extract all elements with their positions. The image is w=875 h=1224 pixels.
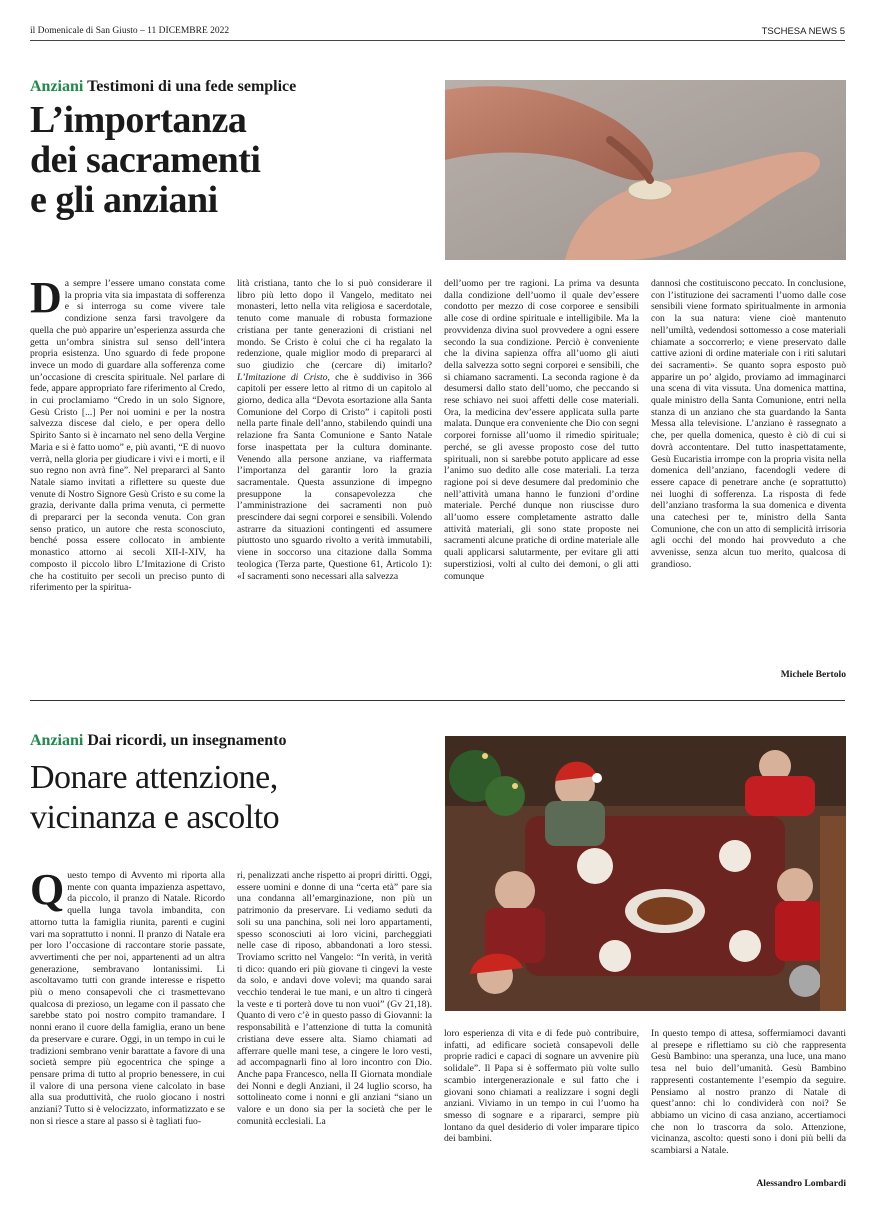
section-label: Anziani bbox=[30, 732, 84, 749]
kicker-text: Testimoni di una fede semplice bbox=[87, 78, 297, 95]
column-body bbox=[651, 1028, 846, 1176]
dropcap: D bbox=[30, 278, 62, 322]
article-sacramenti bbox=[30, 78, 846, 688]
kicker-text: Dai ricordi, un insegnamento bbox=[87, 732, 287, 749]
title-line: Donare attenzione, bbox=[30, 759, 278, 796]
hands-with-host-photo bbox=[445, 80, 846, 260]
article-donare-attenzione bbox=[30, 732, 846, 1202]
column-text: lità cristiana, tanto che lo si può considerare il libro più letto dopo il Vangelo, meditato nei monasteri, letto nella vita religiosa e sacerdotale, tenuto come manuale di robusta formazione cristiana per tante generazioni di cristiani nel mondo. Se Cristo è colui che ci ha regalato la redenzione, quale miglior modo di prepararci al suo giudizio che (cercare di) imitarlo? bbox=[237, 278, 432, 371]
column-text: dell’uomo per tre ragioni. La prima va desunta dalla condizione dell’uomo il quale dev’essere condotto per mezzo di cose corporee e sensibili alle cose di ordine spirituale e intelligibile. Ma la provvidenza divina suol provvedere a ogni essere secondo la sua condizione. Perciò è conveniente che la divina sapienza offra all’uomo gli aiuti della salvezza sotto segni corporei e sensibili, che si chiamano sacramenti. La seconda ragione è da desumersi dallo stato dell’uomo, che peccando si rese schiavo nei suoi affetti delle cose materiali. Ora, la medicina dev’essere applicata sulla parte malata. Dunque era conveniente che Dio con segni corporei fornisse all’uomo il rimedio spirituale; perché, se gli avesse proposto cose del tutto spirituali, non si sarebbe potuto applicare ad esse l’animo suo dedito alle cose materiali. La terza ragione poi si deve desumere dal predominio che nell’attività umana hanno le funzioni d’ordine materiale. Perché dunque non riuscisse duro all’uomo essere completamente astratto dalle attività materiali, gli sono state proposte nei sacramenti alcune pratiche di ordine materiale alle quali applicarsi salutarmente, per evitare gli atti superstiziosi, volti al culto dei demoni, o gli atti comunque bbox=[444, 278, 639, 582]
author-name: Alessandro Lombardi bbox=[756, 1178, 846, 1189]
dropcap: Q bbox=[30, 870, 65, 914]
column-text: dannosi che costituiscono peccato. In conclusione, con l’istituzione dei sacramenti l’uomo dalle cose sensibili viene formato spiritualmente in armonia con la sua natura: viene cioè mantenuto nell’umiltà, vedendosi sottomesso a cose materiali chiamate a soccorrerlo; e viene preservato dalle cattive azioni di ordine materiale con i riti salutari dei sacramenti». Se quanto sopra esposto può apparire un po’ algido, proviamo ad immaginarci una scena di vita vissuta. Una domenica mattina, quale ministro della Santa Comunione, entri nella stanza di un anziano che sta guardando la Santa Messa alla televisione. L’anziano è rassegnato a che, per quella domenica, questo è ciò di cui si dovrà accontentare. Del tutto inaspettatamente, Gesù Eucaristia irrompe con la propria visita nella domenica dell’anziano, facendogli vedere di essere capace di penetrare anche (e soprattutto) nei luoghi di sofferenza. La risposta di fede dell’anziano trasforma la sua domenica e diventa una catechesi per te, ministro della Santa Comunione, che con un atto di semplicità irrisoria agli occhi del mondo hai provveduto a che avvenisse, senza alcun tuo merito, qualcosa di grandioso. bbox=[651, 278, 846, 570]
title-line: vicinanza e ascolto bbox=[30, 799, 280, 836]
column-text: In questo tempo di attesa, soffermiamoci davanti al presepe e riflettiamo su ciò che rappresenta Gesù Bambino: una speranza, una luce, una mano tesa nel buio dell’umanità. Gesù Bambino rappresenti costantemente l’esempio da seguire. Pensiamo al nostro pranzo di Natale di quest’anno: chi lo condividerà con noi? Se abbiamo un vicino di casa anziano, accertiamoci che non lo trascorra da solo. Attenzione, vicinanza, ascolto: questi sono i doni più belli da scambiarsi a Natale. bbox=[651, 1028, 846, 1157]
article-body bbox=[30, 278, 846, 688]
column-text: uesto tempo di Avvento mi riporta alla mente con quanta impazienza aspettavo, da piccolo, il pranzo di Natale. Ricordo quella lunga tavola imbandita, con attorno tutta la famiglia riunita, parenti e cugini vari ma soprattutto i nonni. Il pranzo di Natale era per loro l’occasione di raccontare storie passate, avvertimenti che per noi, appartenenti ad un altra generazione, sembravano lontanissimi. Li ascoltavamo tutti con grande interesse e rispetto più o meno consapevoli che ci trasmettevano qualcosa di prezioso, un legame con il passato che sarebbe stato poi nostro compito tramandare. I nonni erano il cuore della famiglia, erano un bene da preservare e curare. Oggi, in un tempo in cui le tradizioni sembrano venir barattate a favore di una società sempre più egocentrica che spinge a pensare prima di tutto al proprio benessere, in cui il valore di una persona viene calcolato in base alla sua produttività, che ruolo giocano i nostri anziani? Tutto si è velocizzato, informatizzato e se non si riesce a stare al passo si è tagliati fuo- bbox=[30, 870, 225, 1127]
article-column bbox=[237, 278, 432, 688]
article-divider bbox=[30, 700, 845, 701]
section-label: Anziani bbox=[30, 78, 84, 95]
title-line: L’importanza bbox=[30, 99, 247, 141]
header-rule bbox=[30, 40, 845, 41]
page-header bbox=[30, 26, 845, 40]
article-column bbox=[30, 278, 225, 688]
header-publication: il Domenicale di San Giusto – 11 DICEMBRE 2022 bbox=[30, 26, 230, 36]
article-column bbox=[651, 870, 846, 1202]
article-column bbox=[444, 870, 639, 1202]
article-column bbox=[444, 278, 639, 688]
column-text: a sempre l’essere umano constata come la propria vita sia impastata di sofferenza e si interroga su come vivere tale condizione senza farsi travolgere da quella che può apparire un’esperienza assurda che getta un’ombra sinistra sul senso dell’intera propria esistenza. Uno sguardo di fede propone invece un modo di guardare alla sofferenza come un’occasione di crescita spirituale. Nel parlare di fede, appare appropriato fare riferimento al Credo, in cui proclamiamo “Credo in un solo Signore, Gesù Cristo [...] Per noi uomini e per la nostra salvezza discese dal cielo, e per opera dello Spirito Santo si è incarnato nel seno della Vergine Maria e si è fatto uomo” e, più avanti, “E di nuovo verrà, nella gloria per giudicare i vivi e i morti, e il suo regno non avrà fine”. Nel prepararci al Santo Natale siamo invitati a riflettere su queste due venute di Nostro Signore Gesù Cristo e su come la grazia, derivante dalla prima venuta, ci permette di prepararci per la seconda venuta. Con gran senso pratico, un autore che resta sconosciuto, benché possa essere collocato in ambiente monastico attorno ai secoli XII-I-XIV, ha composto il piccolo libro L’Imitazione di Cristo che ha costituito per secoli un preciso punto di riferimento per la spiritua- bbox=[30, 278, 225, 594]
author-name: Michele Bertolo bbox=[780, 669, 846, 680]
article-column bbox=[237, 870, 432, 1202]
column-text: , che è suddiviso in 366 capitoli per essere letto al ritmo di un capitolo al giorno, dedica alla “Devota esortazione alla Santa Comunione del Corpo di Cristo” i capitoli posti nella parte finale dell’anno, stabilendo quindi una relazione fra Santa Comunione e Santo Natale forse inaspettata per la cultura dominante. Venendo alla persone anziane, va riaffermata l’importanza del garantir loro la grazia sacramentale. Questa assunzione di impegno presuppone la consapevolezza che l’amministrazione dei sacramenti non può prescindere dai segni corporei e sensibili. Volendo astrarre da situazioni contingenti ed assumere piuttosto uno sguardo rivolto a verità immutabili, viene in soccorso una citazione dalla Somma teologica (Terza parte, Questione 61, Articolo 1): «I sacramenti sono necessari alla salvezza bbox=[237, 371, 432, 582]
column-text: ri, penalizzati anche rispetto ai propri diritti. Oggi, essere uomini e donne di una “certa età” pare sia una condanna all’emarginazione, non più un patrimonio da preservare. Li vediamo seduti da soli su una panchina, soli nei loro appartamenti, spesso sconosciuti ai loro vicini, parcheggiati nelle case di riposo, abbandonati a loro stessi. Troviamo scritto nel Vangelo: “In verità, in verità ti dico: quando eri più giovane ti cingevi la veste da solo, e andavi dove volevi; ma quando sarai vecchio tenderai le tue mani, e un altro ti cingerà la veste e ti porterà dove tu non vuoi” (Gv 21,18). Quanto di vero c’è in questo passo di Giovanni: la responsabilità e l’attenzione di tutta la comunità cristiana deve essere alta. Siamo chiamati ad afferrare quelle mani tese, a cingere le loro vesti, ad accompagnarli fino al loro incontro con Dio. Anche papa Francesco, nella II Giornata mondiale dei Nonni e degli Anziani, il 24 luglio scorso, ha sottolineato come i nonni e gli anziani “siano un valore e un dono sia per la società che per le comunità ecclesiali. La bbox=[237, 870, 432, 1127]
header-page-number: TSCHESA NEWS 5 bbox=[761, 26, 845, 37]
title-line: dei sacramenti bbox=[30, 139, 261, 181]
article-column bbox=[651, 278, 846, 688]
column-body bbox=[651, 278, 846, 663]
article-body bbox=[30, 870, 846, 1202]
title-line: e gli anziani bbox=[30, 179, 218, 221]
book-title: L’Imitazione di Cristo bbox=[237, 371, 328, 383]
column-text: loro esperienza di vita e di fede può contribuire, infatti, ad edificare società consapevoli delle proprie radici e capaci di sognare un avvenire più solidale”. Il Papa si è soffermato più volte sullo scambio intergenerazionale e sul fatto che i giovani sono chiamati a realizzare i sogni degli anziani. Viviamo in un tempo in cui l’uomo ha smesso di sognare e a ripararci, sempre più lontano da quel desiderio di voler imparare tipico dei bambini. bbox=[444, 1028, 639, 1145]
article-column bbox=[30, 870, 225, 1202]
